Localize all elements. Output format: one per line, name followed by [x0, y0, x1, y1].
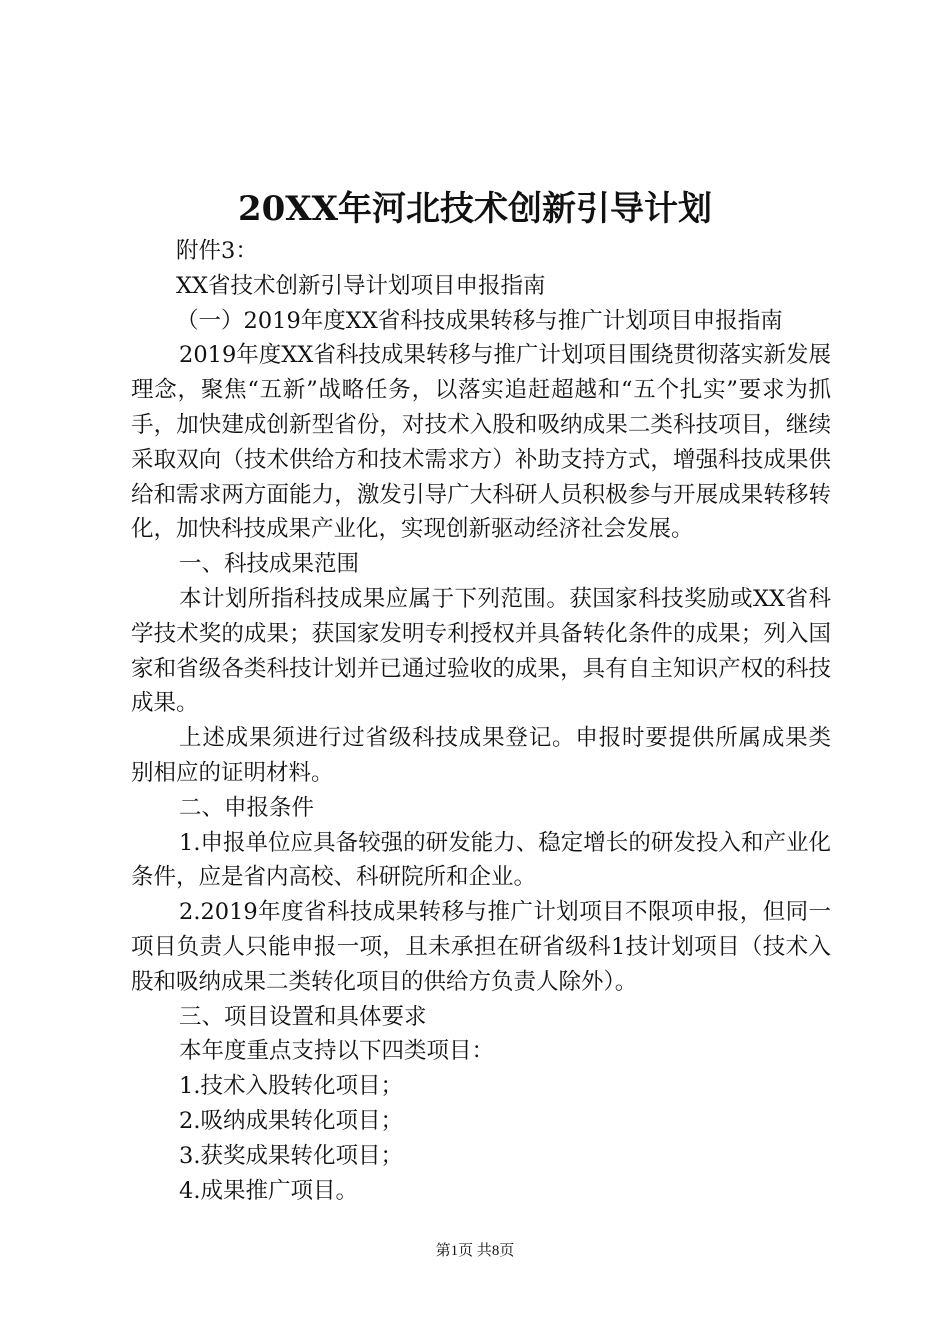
registration-paragraph: 上述成果须进行过省级科技成果登记。申报时要提供所属成果类别相应的证明材料。 [131, 725, 831, 786]
project-type-3: 3.获奖成果转化项目； [179, 1142, 403, 1169]
heading-scope: 一、科技成果范围 [179, 551, 360, 578]
heading-conditions: 二、申报条件 [179, 794, 315, 821]
intro-paragraph: 2019年度XX省科技成果转移与推广计划项目围绕贯彻落实新发展理念，聚焦“五新”战略任务，以落实追赶超越和“五个扎实”要求为抓手，加快建成创新型省份，对技术入股和吸纳成果二类科技项目，继续采取双向（技术供给方和技术需求方）补助支持方式，增强科技成果供给和需求两方面能力，激发引导广大科研人员积极参与开展成果转移转化，加快科技成果产业化，实现创新驱动经济社会发展。 [131, 342, 831, 543]
scope-paragraph: 本计划所指科技成果应属于下列范围。获国家科技奖励或XX省科学技术奖的成果；获国家发明专利授权并具备转化条件的成果；列入国家和省级各类科技计划并已通过验收的成果，具有自主知识产权的科技成果。 [131, 585, 831, 717]
guide-heading: XX省技术创新引导计划项目申报指南 [176, 272, 546, 299]
condition-1: 1.申报单位应具备较强的研发能力、稳定增长的研发投入和产业化条件，应是省内高校、科研院所和企业。 [131, 829, 831, 891]
document-body [131, 234, 831, 1208]
heading-project-settings: 三、项目设置和具体要求 [179, 1003, 427, 1030]
project-type-2: 2.吸纳成果转化项目； [179, 1107, 403, 1134]
condition-2: 2.2019年度省科技成果转移与推广计划项目不限项申报，但同一项目负责人只能申报一项，且未承担在研省级科1技计划项目（技术入股和吸纳成果二类转化项目的供给方负责人除外）。 [131, 899, 831, 995]
page-number: 第1页 共8页 [435, 1243, 515, 1259]
project-type-1: 1.技术入股转化项目； [179, 1073, 403, 1100]
support-intro: 本年度重点支持以下四类项目： [179, 1038, 495, 1065]
project-type-4: 4.成果推广项目。 [179, 1177, 358, 1204]
document-title: 20XX年河北技术创新引导计划 [237, 189, 713, 229]
section-heading-1: （一）2019年度XX省科技成果转移与推广计划项目申报指南 [176, 307, 783, 334]
attachment-label: 附件3： [176, 238, 258, 264]
